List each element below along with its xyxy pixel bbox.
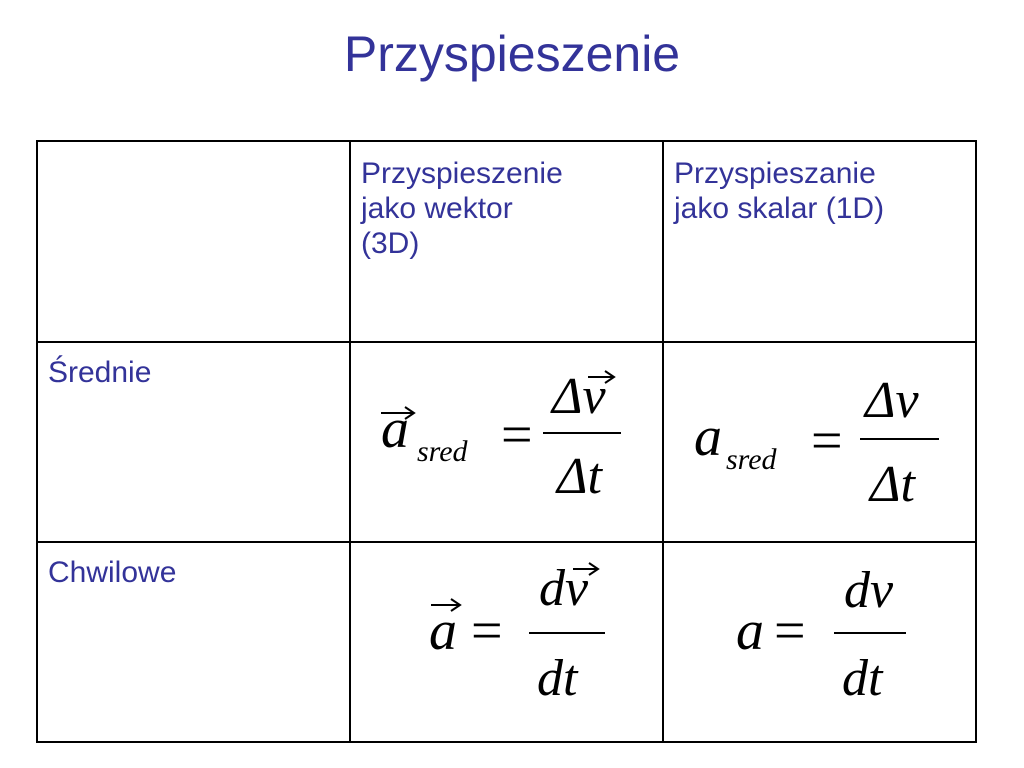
formula-instantaneous-scalar-svg — [664, 543, 975, 741]
formula-equals: = — [501, 404, 533, 466]
formula-denominator: dt — [842, 650, 883, 707]
header-scalar-line-1: Przyspieszanie — [674, 157, 876, 190]
slide-title: Przyspieszenie — [343, 26, 681, 82]
formula-numerator: dv — [539, 560, 589, 617]
formula-numerator: dv — [844, 562, 894, 619]
header-vector-label — [351, 142, 662, 261]
header-vector-line-3: (3D) — [361, 227, 420, 260]
formula-lhs: a — [736, 600, 764, 662]
formula-equals: = — [471, 600, 503, 662]
header-vector-line-2: jako wektor — [361, 192, 513, 225]
formula-denominator: dt — [537, 650, 578, 707]
formula-average-vector-svg — [351, 343, 662, 541]
formula-instantaneous-vector — [351, 543, 662, 741]
header-cell-empty — [37, 141, 350, 342]
formula-cell-instantaneous-vector — [350, 542, 663, 742]
formula-subscript: sred — [726, 443, 777, 476]
header-vector-line-1: Przyspieszenie — [361, 157, 563, 190]
acceleration-table — [36, 140, 977, 743]
header-scalar-line-2: jako skalar (1D) — [674, 192, 885, 225]
formula-numerator: Δv — [552, 368, 606, 425]
formula-lhs: a — [694, 406, 722, 468]
formula-cell-average-vector — [350, 342, 663, 542]
formula-lhs: a — [429, 600, 457, 662]
formula-average-vector — [351, 343, 662, 541]
row-label-average: Średnie — [48, 356, 152, 389]
formula-average-scalar-svg — [664, 343, 975, 541]
table-row-instantaneous — [37, 542, 976, 742]
row-label-instantaneous: Chwilowe — [48, 556, 177, 589]
formula-denominator: Δt — [870, 456, 915, 513]
formula-cell-instantaneous-scalar — [663, 542, 976, 742]
formula-average-scalar — [664, 343, 975, 541]
header-cell-scalar — [663, 141, 976, 342]
formula-numerator: Δv — [865, 372, 919, 429]
table-header-row — [37, 141, 976, 342]
formula-denominator: Δt — [557, 448, 602, 505]
formula-subscript: sred — [417, 435, 468, 468]
formula-equals: = — [811, 410, 843, 472]
formula-instantaneous-vector-svg — [351, 543, 662, 741]
formula-instantaneous-scalar — [664, 543, 975, 741]
formula-equals: = — [774, 600, 806, 662]
formula-cell-average-scalar — [663, 342, 976, 542]
header-cell-vector — [350, 141, 663, 342]
table-row-average — [37, 342, 976, 542]
row-label-cell-instantaneous — [37, 542, 350, 742]
header-scalar-label — [664, 142, 975, 226]
formula-lhs: a — [381, 398, 409, 460]
row-label-cell-average — [37, 342, 350, 542]
